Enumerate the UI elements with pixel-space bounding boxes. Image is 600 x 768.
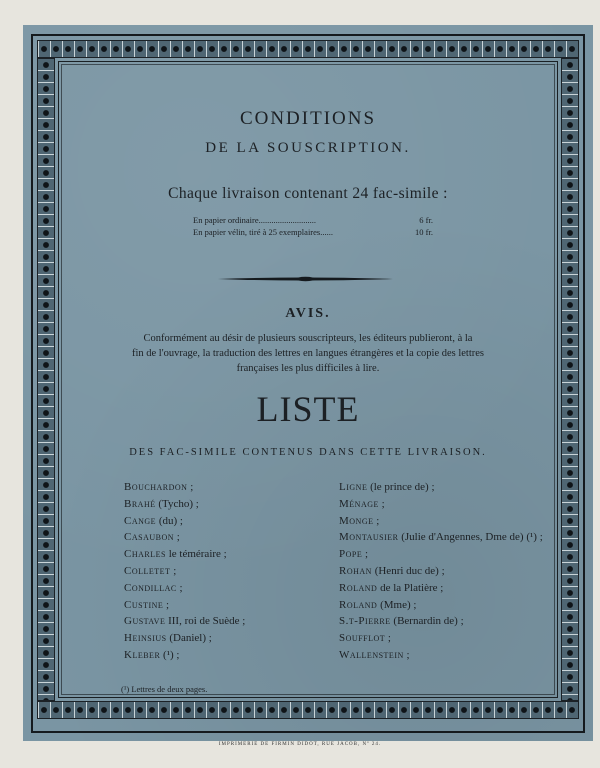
- liste-title: LISTE: [256, 389, 360, 429]
- list-item: Roland (Mme) ;: [339, 598, 417, 611]
- list-item: Ligne (le prince de) ;: [339, 481, 435, 493]
- list-item: Custine ;: [124, 598, 170, 611]
- avis-text-line: Conformément au désir de plusieurs souscripteurs, les éditeurs publieront, à la: [143, 333, 473, 344]
- printer-imprint: IMPRIMERIE DE FIRMIN DIDOT, RUE JACOB, Nº 24.: [218, 742, 382, 747]
- price-label: En papier ordinaire...........................: [193, 215, 316, 225]
- ornamental-border-bottom: [37, 701, 579, 719]
- list-item: Soufflot ;: [339, 632, 391, 645]
- list-item: Gustave III, roi de Suède ;: [124, 615, 246, 628]
- list-item: Casaubon ;: [124, 531, 180, 544]
- price-amount: 10 fr.: [415, 227, 433, 237]
- facsimile-list-right: [339, 479, 543, 664]
- list-item: Condillac ;: [124, 581, 183, 594]
- cover-sheet: [23, 25, 593, 741]
- list-item: Rohan (Henri duc de) ;: [339, 564, 445, 577]
- avis-text-line: fin de l'ouvrage, la traduction des lettres en langues étrangères et la copie des lettres: [131, 348, 485, 359]
- list-item: Pope ;: [339, 548, 369, 561]
- list-item: Charles le téméraire ;: [124, 548, 227, 561]
- conditions-subtitle: DE LA SOUSCRIPTION.: [205, 140, 411, 156]
- list-item: Cange (du) ;: [124, 514, 183, 527]
- list-item: Bouchardon ;: [124, 481, 194, 493]
- list-item: S.t-Pierre (Bernardin de) ;: [339, 615, 464, 628]
- price-amount: 6 fr.: [419, 215, 433, 225]
- ornamental-divider: [218, 275, 393, 283]
- price-label: En papier vélin, tiré à 25 exemplaires......: [193, 227, 333, 237]
- conditions-title: CONDITIONS: [239, 108, 377, 129]
- list-item: Colletet ;: [124, 564, 177, 577]
- avis-title: AVIS.: [285, 306, 331, 321]
- list-item: Kleber (¹) ;: [124, 648, 180, 661]
- list-item: Brahé (Tycho) ;: [124, 497, 199, 510]
- liste-subtitle: DES FAC-SIMILE CONTENUS DANS CETTE LIVRAISON.: [129, 447, 487, 458]
- list-item: Montausier (Julie d'Angennes, Dme de) (¹) ;: [339, 531, 543, 544]
- list-item: Wallenstein ;: [339, 648, 410, 661]
- footnote: (¹) Lettres de deux pages.: [121, 684, 208, 694]
- list-item: Heinsius (Daniel) ;: [124, 632, 212, 645]
- avis-text-line: françaises les plus difficiles à lire.: [236, 363, 380, 374]
- list-item: Monge ;: [339, 514, 380, 527]
- livraison-statement: Chaque livraison contenant 24 fac-simile :: [168, 185, 448, 202]
- list-item: Ménage ;: [339, 497, 385, 510]
- list-item: Roland de la Platière ;: [339, 581, 444, 594]
- ornamental-border-top: [37, 40, 579, 58]
- facsimile-list-left: [124, 479, 245, 664]
